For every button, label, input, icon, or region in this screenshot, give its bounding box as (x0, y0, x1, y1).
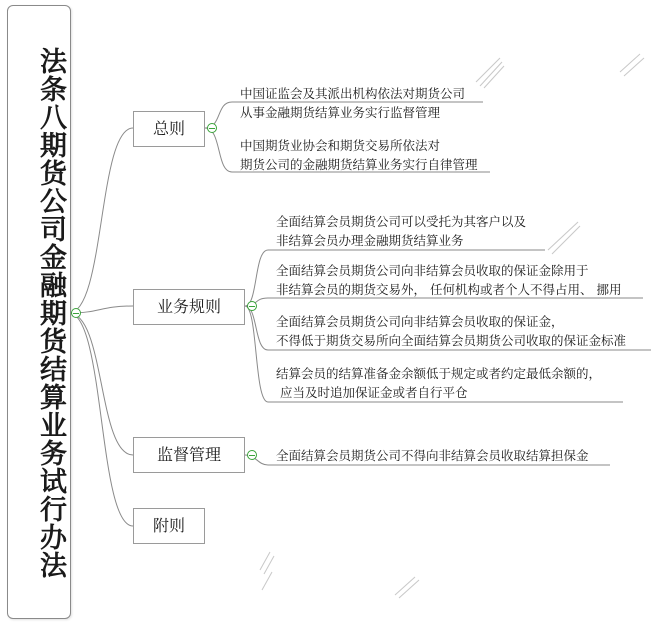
branch-supervision-collapse-toggle-icon[interactable] (247, 450, 257, 460)
branch-supervision[interactable] (133, 437, 245, 473)
branch-supplementary[interactable] (133, 508, 205, 544)
leaf-business-2[interactable]: 全面结算会员期货公司向非结算会员收取的保证金除用于 非结算会员的期货交易外， 任何机构或者个人不得占用、 挪用 (276, 263, 622, 297)
root-collapse-toggle-icon[interactable] (71, 308, 81, 318)
leaf-general-1[interactable]: 中国证监会及其派出机构依法对期货公司 从事金融期货结算业务实行监督管理 (240, 86, 466, 120)
branch-business-rules[interactable] (133, 289, 245, 325)
branch-general-collapse-toggle-icon[interactable] (207, 123, 217, 133)
leaf-business-4[interactable]: 结算会员的结算准备金余额低于规定或者约定最低余额的， 应当及时追加保证金或者自行平仓 (276, 366, 602, 400)
leaf-supervision-1[interactable]: 全面结算会员期货公司不得向非结算会员收取结算担保金 (276, 448, 589, 463)
leaf-business-1[interactable]: 全面结算会员期货公司可以受托为其客户以及 非结算会员办理金融期货结算业务 (276, 214, 527, 248)
leaf-business-3[interactable]: 全面结算会员期货公司向非结算会员收取的保证金， 不得低于期货交易所向全面结算会员期货公司收取的保证金标准 (276, 314, 627, 348)
branch-label: 附则 (152, 516, 185, 535)
root-topic[interactable] (7, 5, 71, 619)
root-topic-title: 法条八期货公司金融期货结算业务试行办法 (35, 47, 66, 579)
leaf-general-2[interactable]: 中国期货业协会和期货交易所依法对 期货公司的金融期货结算业务实行自律管理 (240, 138, 478, 172)
branch-label: 监督管理 (156, 445, 221, 464)
branch-business-collapse-toggle-icon[interactable] (247, 301, 257, 311)
branch-label: 总则 (152, 119, 185, 138)
branch-general-provisions[interactable] (133, 111, 205, 147)
branch-label: 业务规则 (156, 297, 221, 316)
